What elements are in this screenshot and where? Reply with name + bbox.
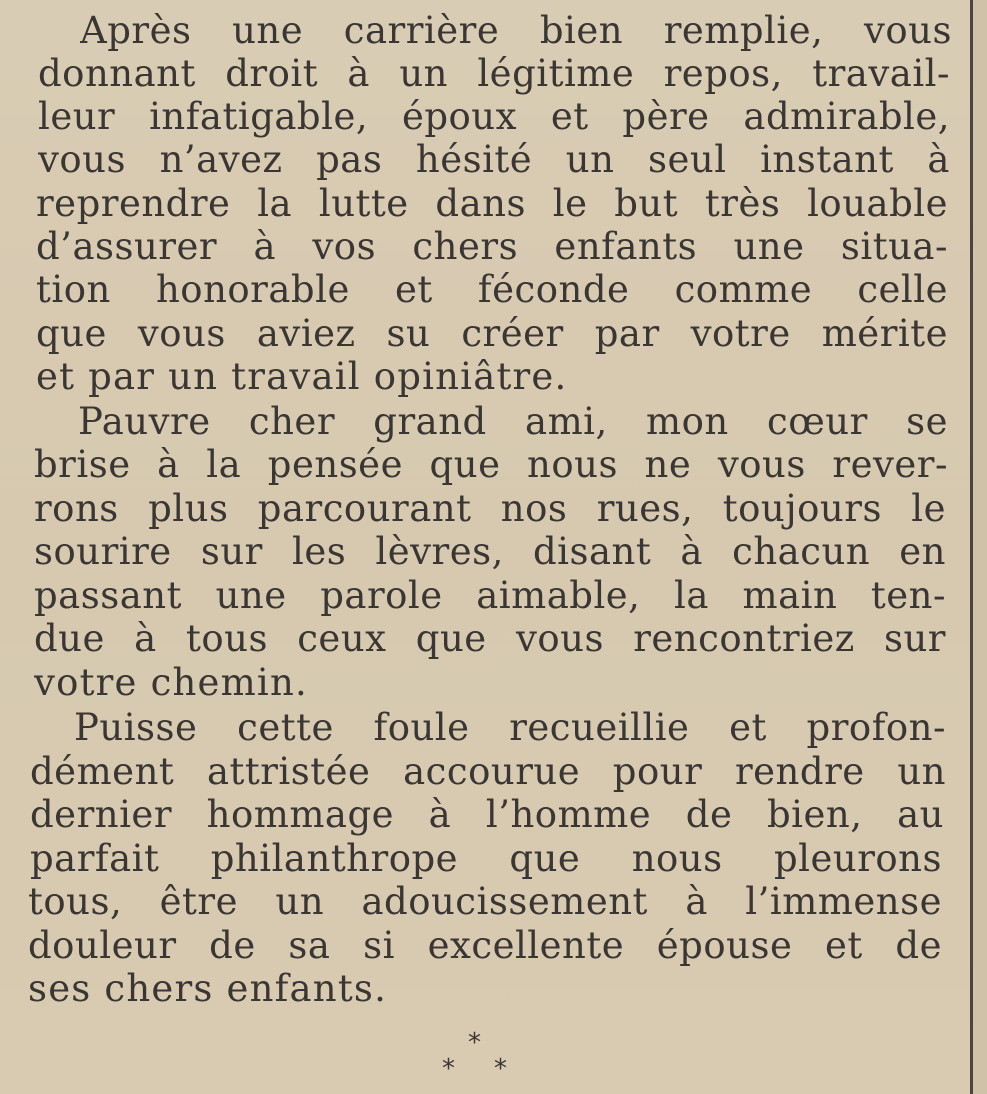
text-line: douleur de sa si excellente épouse et de xyxy=(28,925,942,967)
asterisk-right: * xyxy=(494,1054,507,1084)
text-line: et par un travail opiniâtre. xyxy=(36,356,568,398)
text-line: donnant droit à un légitime repos, travail- xyxy=(38,53,950,95)
text-line: tion honorable et féconde comme celle xyxy=(36,269,948,311)
text-line: vous n’avez pas hésité un seul instant à xyxy=(38,139,950,181)
text-line: Pauvre cher grand ami, mon cœur se xyxy=(78,401,948,443)
text-line: due à tous ceux que vous rencontriez sur xyxy=(34,618,946,660)
text-line: reprendre la lutte dans le but très louable xyxy=(36,183,948,225)
text-line: que vous aviez su créer par votre mérite xyxy=(36,313,948,355)
text-line: dernier hommage à l’homme de bien, au xyxy=(30,794,944,836)
asterisk-top: * xyxy=(468,1028,481,1058)
asterism-separator xyxy=(440,1030,520,1090)
text-line: brise à la pensée que nous ne vous rever- xyxy=(34,444,948,486)
text-line: passant une parole aimable, la main ten- xyxy=(34,575,946,617)
text-line: leur infatigable, époux et père admirable, xyxy=(38,96,950,138)
text-line: ses chers enfants. xyxy=(28,968,388,1010)
asterisk-left: * xyxy=(442,1054,455,1084)
right-margin xyxy=(973,0,987,1094)
text-line: parfait philanthrope que nous pleurons xyxy=(30,838,942,880)
text-line: sourire sur les lèvres, disant à chacun en xyxy=(34,531,946,573)
text-line: d’assurer à vos chers enfants une situa- xyxy=(36,226,948,268)
text-line: Puisse cette foule recueillie et profon- xyxy=(74,707,946,749)
text-line: votre chemin. xyxy=(34,662,308,704)
text-line: tous, être un adoucissement à l’immense xyxy=(28,881,942,923)
text-line: dément attristée accourue pour rendre un xyxy=(30,751,946,793)
text-line: Après une carrière bien remplie, vous xyxy=(80,10,952,52)
text-line: rons plus parcourant nos rues, toujours le xyxy=(34,488,946,530)
